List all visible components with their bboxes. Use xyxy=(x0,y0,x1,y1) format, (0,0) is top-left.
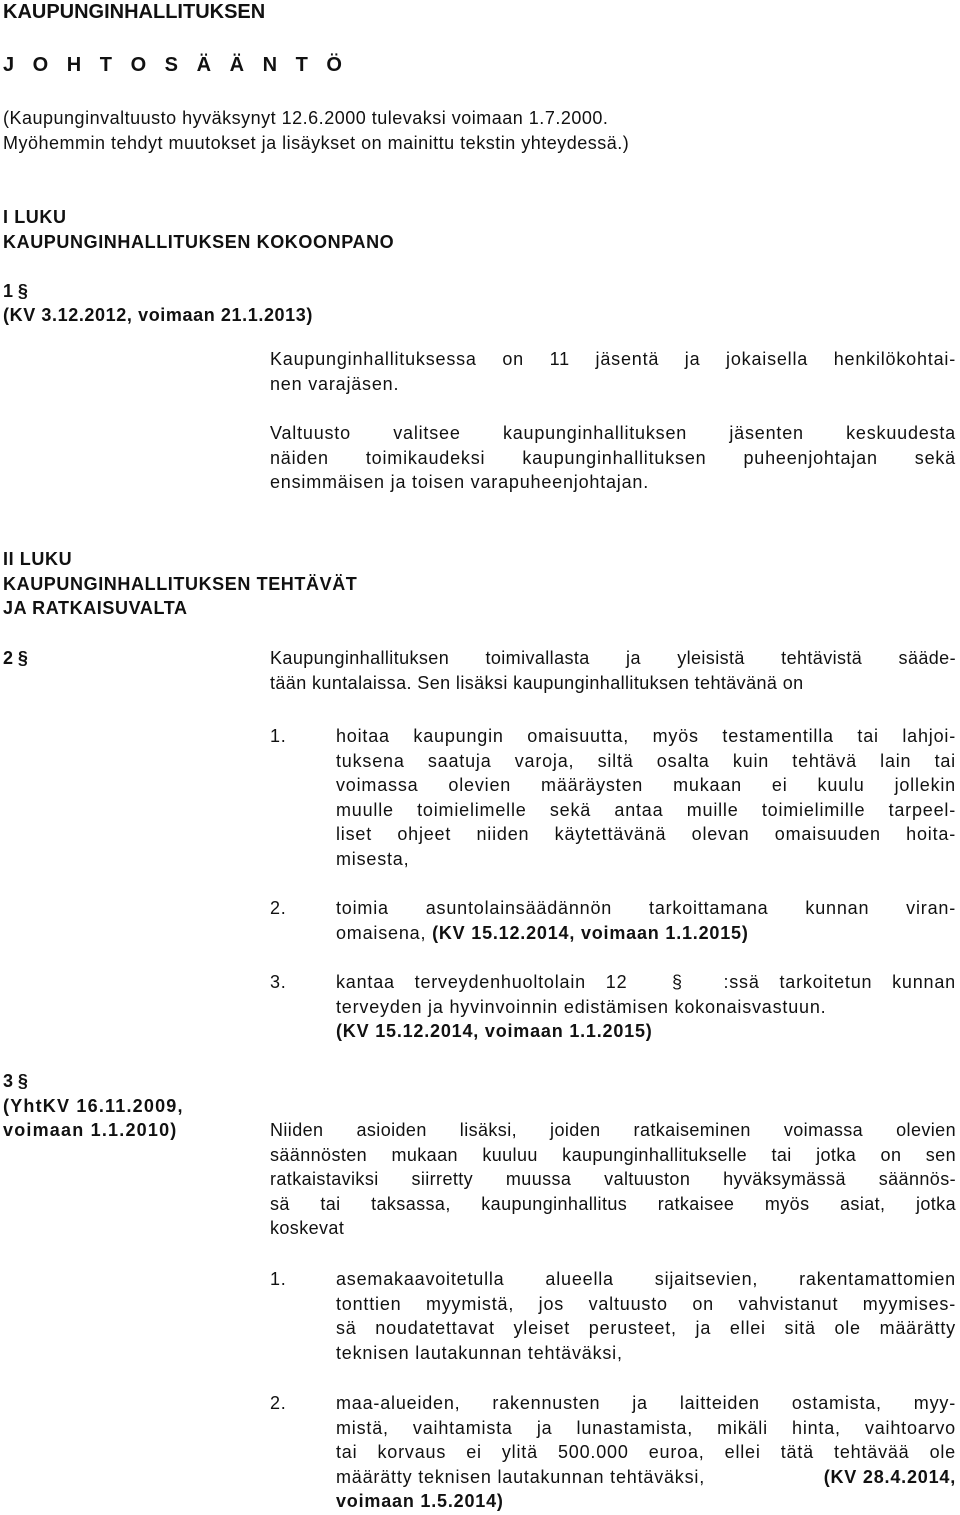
intro-text xyxy=(3,106,629,155)
list-item-line: hoitaa kaupungin omaisuutta, myös testamentilla tai lahjoi- xyxy=(336,726,956,746)
list-item-line: mistä, vaihtamista ja lunastamista, mikäli hinta, vaihtoarvo xyxy=(336,1417,956,1438)
document-title: KAUPUNGINHALLITUKSEN xyxy=(3,1,266,23)
list-item-line: sä noudatettavat yleiset perusteet, ja ellei sitä ole määrätty xyxy=(336,1318,956,1338)
paragraph-line: näiden toimikaudeksi kaupunginhallituksen puheenjohtajan sekä xyxy=(270,447,956,468)
chapter-heading: KAUPUNGINHALLITUKSEN TEHTÄVÄT xyxy=(3,574,358,594)
list-item-line: määrätty teknisen lautakunnan tehtäväksi, (KV 28.4.2014, xyxy=(336,1465,956,1490)
paragraph xyxy=(270,1118,956,1241)
paragraph-line: Kaupunginhallituksessa on 11 jäsentä ja jokaisella henkilökohtai- xyxy=(270,349,956,369)
list-item-line: asemakaavoitetulla alueella sijaitsevien, rakentamattomien xyxy=(336,1269,956,1289)
list-item xyxy=(336,970,956,1044)
list-item xyxy=(336,1391,956,1514)
list-item-line: kantaa terveydenhuoltolain 12 § :ssä tarkoitetun kunnan xyxy=(336,970,956,995)
section-number: 2 § xyxy=(3,646,29,671)
intro-line: Myöhemmin tehdyt muutokset ja lisäykset on mainittu tekstin yhteydessä.) xyxy=(3,132,630,153)
list-item xyxy=(336,896,956,945)
list-item-number: 2. xyxy=(270,898,287,918)
section-sign: § xyxy=(17,281,29,301)
document-subtitle: J O H T O S Ä Ä N T Ö xyxy=(3,54,349,76)
paragraph xyxy=(270,347,956,396)
list-item-number: 2. xyxy=(270,1393,287,1413)
list-item-line: voimassa olevien määräysten mukaan ei kuulu jollekin xyxy=(336,775,956,795)
paragraph-line: sä tai taksassa, kaupunginhallitus ratkaisee myös asiat, jotka xyxy=(270,1193,956,1214)
list-item-line: toimia asuntolainsäädännön tarkoittamana kunnan viran- xyxy=(336,898,956,918)
paragraph-line: nen varajäsen. xyxy=(270,373,400,394)
paragraph-line: Niiden asioiden lisäksi, joiden ratkaiseminen voimassa olevien xyxy=(270,1120,956,1140)
list-item-number: 3. xyxy=(270,972,287,992)
list-item-line: tai korvaus ei ylitä 500.000 euroa, ellei tätä tehtävää ole xyxy=(336,1442,956,1462)
list-item xyxy=(336,724,956,871)
section-sign: § xyxy=(17,648,29,668)
list-item xyxy=(336,1267,956,1365)
chapter-number: I LUKU xyxy=(3,207,67,227)
paragraph-line: säännösten mukaan kuuluu kaupunginhallitukselle tai jotka on sen xyxy=(270,1144,956,1165)
paragraph-line: koskevat xyxy=(270,1218,345,1238)
intro-line: (Kaupunginvaltuusto hyväksynyt 12.6.2000 tulevaksi voimaan 1.7.2000. xyxy=(3,108,609,128)
amendment-note: voimaan 1.5.2014) xyxy=(336,1491,504,1511)
section-sign: § xyxy=(672,972,683,992)
section-number: 3 § xyxy=(3,1069,29,1094)
list-item-line: muulle toimielimelle sekä antaa muille toimielimille tarpeel- xyxy=(336,799,956,820)
list-item-line: tuksena saatuja varoja, siltä osalta kuin tehtävä lain tai xyxy=(336,750,956,771)
paragraph-line: Valtuusto valitsee kaupunginhallituksen jäsenten keskuudesta xyxy=(270,423,956,443)
paragraph-line: tään kuntalaissa. Sen lisäksi kaupunginhallituksen tehtävänä on xyxy=(270,672,804,693)
amendment-note: (KV 15.12.2014, voimaan 1.1.2015) xyxy=(432,922,749,943)
list-item-line: maa-alueiden, rakennusten ja laitteiden ostamista, myy- xyxy=(336,1393,956,1413)
section-amendment: voimaan 1.1.2010) xyxy=(3,1120,178,1140)
list-item-line: misesta, xyxy=(336,848,410,869)
chapter-heading: JA RATKAISUVALTA xyxy=(3,598,188,618)
section-amendment: (KV 3.12.2012, voimaan 21.1.2013) xyxy=(3,305,313,325)
list-item-number: 1. xyxy=(270,726,287,746)
list-item-line: tonttien myymistä, jos valtuusto on vahvistanut myymises- xyxy=(336,1293,956,1314)
list-item-line: liset ohjeet niiden käytettävänä olevan omaisuuden hoita- xyxy=(336,824,956,844)
list-item-line: terveyden ja hyvinvoinnin edistämisen kokonaisvastuun. xyxy=(336,996,827,1017)
list-item-line: teknisen lautakunnan tehtäväksi, xyxy=(336,1342,623,1363)
paragraph xyxy=(270,421,956,495)
paragraph xyxy=(270,646,956,695)
section-amendment: (YhtKV 16.11.2009, xyxy=(3,1096,184,1116)
list-item-line: omaisena, (KV 15.12.2014, voimaan 1.1.2015) xyxy=(336,922,749,943)
amendment-note: (KV 28.4.2014, xyxy=(823,1466,956,1487)
list-item-number: 1. xyxy=(270,1269,287,1289)
amendment-note: (KV 15.12.2014, voimaan 1.1.2015) xyxy=(336,1021,653,1041)
paragraph-line: ratkaistaviksi siirretty muussa valtuuston hyväksymässä säännös- xyxy=(270,1169,956,1189)
section-number: 1 § xyxy=(3,279,29,304)
section-sign: § xyxy=(17,1071,29,1091)
paragraph-line: ensimmäisen ja toisen varapuheenjohtajan. xyxy=(270,472,650,492)
chapter-heading: KAUPUNGINHALLITUKSEN KOKOONPANO xyxy=(3,232,395,252)
chapter-number: II LUKU xyxy=(3,549,73,569)
paragraph-line: Kaupunginhallituksen toimivallasta ja yleisistä tehtävistä sääde- xyxy=(270,648,956,668)
